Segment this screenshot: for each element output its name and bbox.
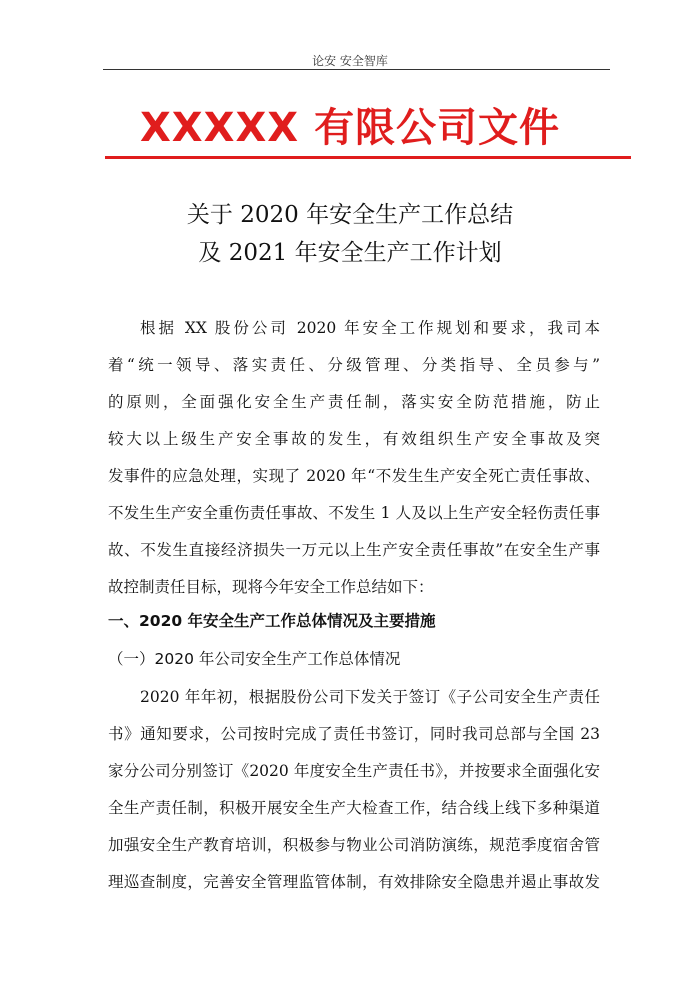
- section-paragraph-line: 家分公司分别签订《2020 年度安全生产责任书》，并按要求全面强化安: [108, 762, 600, 780]
- intro-paragraph-line: 故、不发生直接经济损失一万元以上生产安全责任事故”在安全生产事: [108, 541, 600, 559]
- section-paragraph-line: 2020 年年初，根据股份公司下发关于签订《子公司安全生产责任: [140, 688, 600, 706]
- org-document-title: XXXXX 有限公司文件: [139, 105, 561, 151]
- section-paragraph-line: 全生产责任制，积极开展安全生产大检查工作，结合线上线下多种渠道: [108, 799, 600, 817]
- section-paragraph-line: 理巡查制度，完善安全管理监管体制，有效排除安全隐患并遏止事故发: [108, 873, 600, 891]
- section-paragraph-line: 加强安全生产教育培训，积极参与物业公司消防演练，规范季度宿舍管: [108, 836, 600, 854]
- red-divider-rule: [105, 156, 631, 159]
- intro-paragraph-line: 发事件的应急处理，实现了 2020 年“不发生生产安全死亡责任事故、: [108, 467, 600, 485]
- header-rule: [103, 69, 610, 70]
- intro-paragraph-line: 根据 XX 股份公司 2020 年安全工作规划和要求，我司本: [140, 319, 600, 337]
- intro-paragraph-line: 故控制责任目标，现将今年安全工作总结如下：: [108, 578, 434, 596]
- section-paragraph-line: 书》通知要求，公司按时完成了责任书签订，同时我司总部与全国 23: [108, 725, 600, 743]
- document-title-line-1: 关于 2020 年安全生产工作总结: [186, 202, 514, 228]
- intro-paragraph-line: 的原则，全面强化安全生产责任制，落实安全防范措施，防止: [108, 393, 600, 411]
- running-header: 论安 安全智库: [312, 54, 388, 68]
- intro-paragraph-line: 不发生生产安全重伤责任事故、不发生 1 人及以上生产安全轻伤责任事: [108, 504, 600, 522]
- subsection-heading: （一）2020 年公司安全生产工作总体情况: [108, 650, 401, 668]
- section-heading: 一、2020 年安全生产工作总体情况及主要措施: [108, 612, 436, 630]
- intro-paragraph-line: 着“统一领导、落实责任、分级管理、分类指导、全员参与”: [108, 356, 600, 374]
- intro-paragraph-line: 较大以上级生产安全事故的发生，有效组织生产安全事故及突: [108, 430, 600, 448]
- document-title-line-2: 及 2021 年安全生产工作计划: [198, 240, 502, 266]
